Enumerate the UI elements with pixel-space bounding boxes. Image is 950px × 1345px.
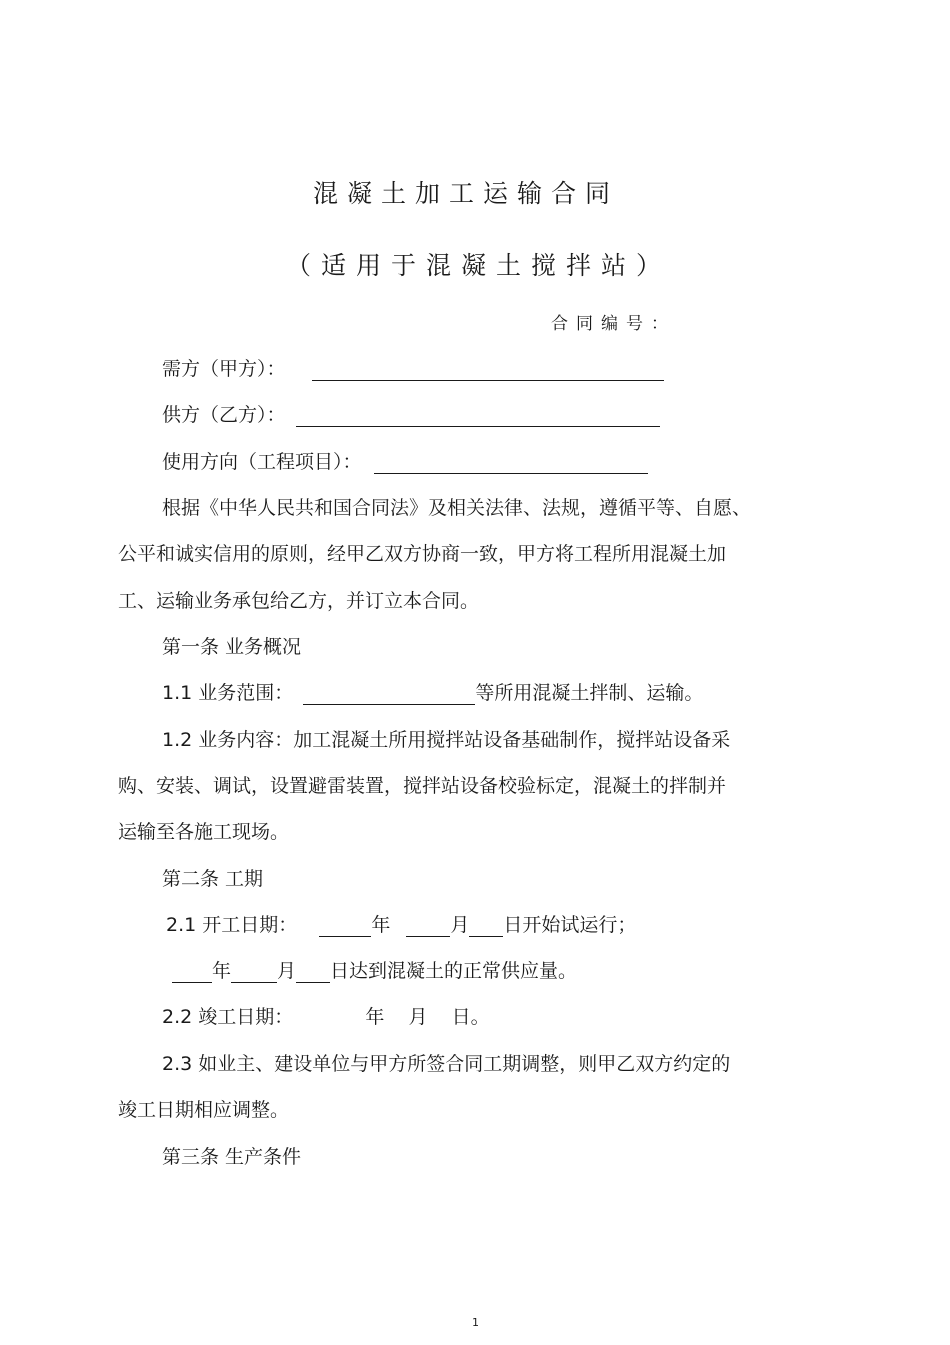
normal-month-label: 月 xyxy=(277,960,297,982)
supplier-line xyxy=(162,403,660,427)
clause-2-1-continued xyxy=(172,959,577,983)
article-1-heading: 第一条 业务概况 xyxy=(162,636,302,658)
start-month-blank xyxy=(406,916,450,937)
supplier-label: 供方（乙方）： xyxy=(162,404,286,426)
start-year-blank xyxy=(319,916,371,937)
buyer-label: 需方（甲方）： xyxy=(162,358,286,380)
normal-year-label: 年 xyxy=(212,960,232,982)
contract-title: 混凝土加工运输合同 xyxy=(313,179,620,208)
normal-day-blank xyxy=(296,962,330,983)
start-day-blank xyxy=(469,916,503,937)
supplier-blank xyxy=(296,406,660,427)
scope-blank xyxy=(303,684,475,705)
clause-1-2-line-1: 1.2 业务内容：加工混凝土所用搅拌站设备基础制作，搅拌站设备采 xyxy=(162,729,731,751)
clause-2-2-label: 2.2 竣工日期： xyxy=(162,1006,294,1028)
page-number: 1 xyxy=(472,1316,479,1329)
clause-2-3-line-2: 竣工日期相应调整。 xyxy=(118,1099,290,1121)
intro-line-1: 根据《中华人民共和国合同法》及相关法律、法规，遵循平等、自愿、 xyxy=(162,497,752,519)
buyer-line xyxy=(162,357,664,381)
clause-2-1-suffix-1: 日开始试运行； xyxy=(503,914,637,936)
clause-1-2-line-2: 购、安装、调试，设置避雷装置，搅拌站设备校验标定，混凝土的拌制并 xyxy=(118,775,727,797)
normal-year-blank xyxy=(172,962,212,983)
clause-2-3-line-1: 2.3 如业主、建设单位与甲方所签合同工期调整，则甲乙双方约定的 xyxy=(162,1053,731,1075)
start-month-label: 月 xyxy=(450,914,470,936)
buyer-blank xyxy=(312,360,664,381)
article-3-heading: 第三条 生产条件 xyxy=(162,1146,302,1168)
contract-number-label: 合同编号： xyxy=(551,314,676,334)
start-year-label: 年 xyxy=(371,914,391,936)
clause-2-1-prefix: 2.1 开工日期： xyxy=(166,914,298,936)
clause-1-1-prefix: 1.1 业务范围： xyxy=(162,682,294,704)
usage-label: 使用方向（工程项目）： xyxy=(162,451,362,473)
usage-line xyxy=(162,450,648,474)
clause-2-2 xyxy=(162,1005,490,1029)
clause-2-1-suffix-2: 日达到混凝土的正常供应量。 xyxy=(330,960,578,982)
clause-1-1 xyxy=(162,681,703,705)
intro-line-2: 公平和诚实信用的原则，经甲乙双方协商一致，甲方将工程所用混凝土加 xyxy=(118,543,727,565)
article-2-heading: 第二条 工期 xyxy=(162,868,264,890)
completion-date: 年 月 日。 xyxy=(365,1006,490,1028)
normal-month-blank xyxy=(231,962,277,983)
contract-subtitle: （适用于混凝土搅拌站） xyxy=(286,251,672,280)
clause-2-1 xyxy=(166,913,636,937)
usage-blank xyxy=(374,453,648,474)
clause-1-2-line-3: 运输至各施工现场。 xyxy=(118,821,290,843)
intro-line-3: 工、运输业务承包给乙方，并订立本合同。 xyxy=(118,590,480,612)
clause-1-1-suffix: 等所用混凝土拌制、运输。 xyxy=(475,682,704,704)
